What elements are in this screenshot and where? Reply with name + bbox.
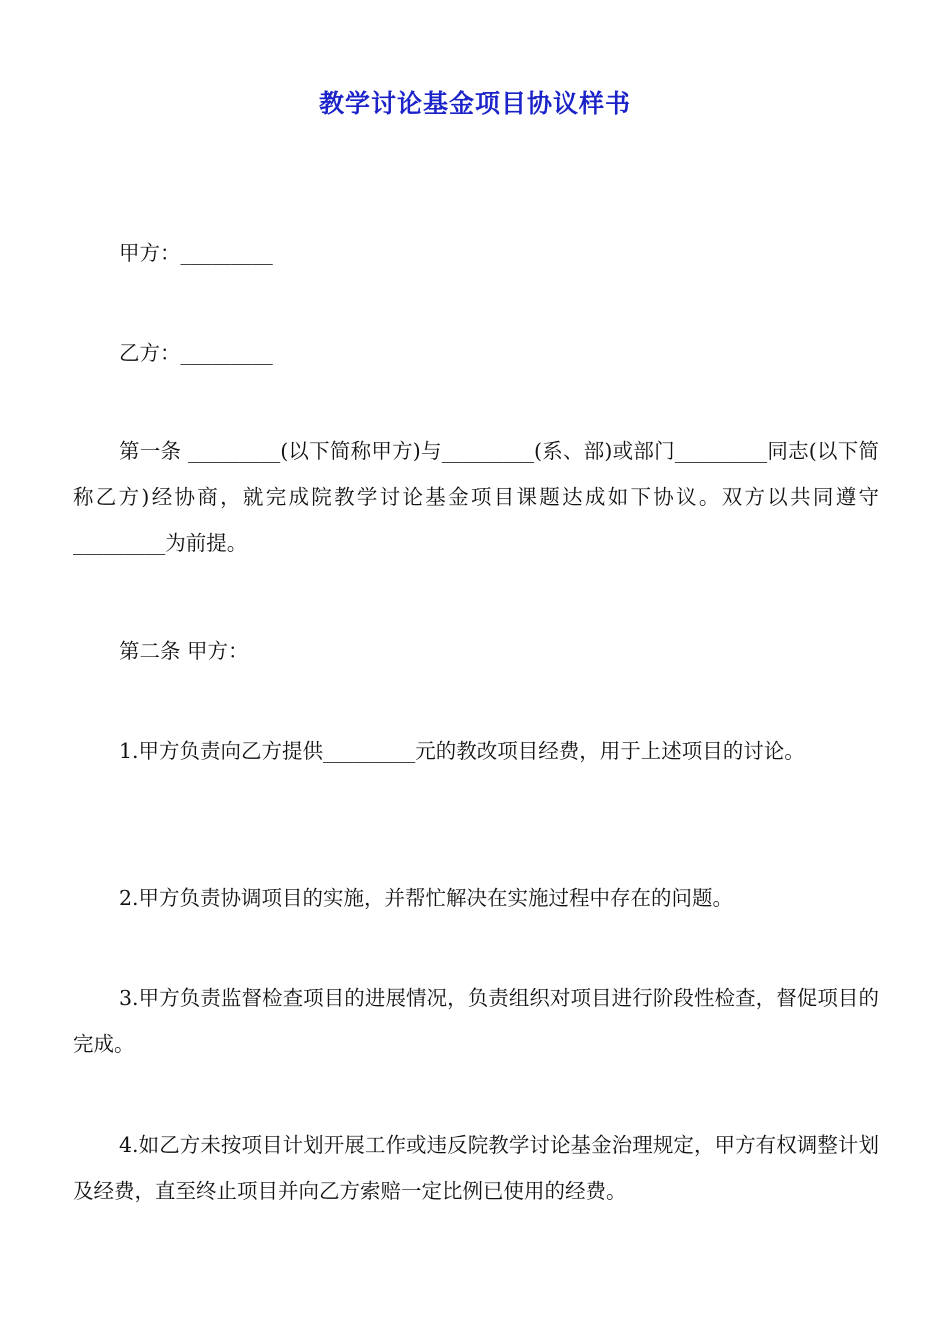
clause-1-paragraph: 1.甲方负责向乙方提供_________元的教改项目经费，用于上述项目的讨论。 <box>119 739 805 763</box>
clause-2-paragraph: 2.甲方负责协调项目的实施，并帮忙解决在实施过程中存在的问题。 <box>119 886 734 910</box>
party-b-line: 乙方：_________ <box>119 341 273 365</box>
document-title: 教学讨论基金项目协议样书 <box>318 89 631 118</box>
clause-4-paragraph: 4.如乙方未按项目计划开展工作或违反院教学讨论基金治理规定，甲方有权调整计划及经费，直至终止项目并向乙方索赔一定比例已使用的经费。 <box>73 1133 879 1203</box>
article-2-heading: 第二条 甲方： <box>119 639 249 663</box>
article-1-paragraph: 第一条 _________(以下简称甲方)与_________(系、部)或部门_________同志(以下简称乙方)经协商，就完成院教学讨论基金项目课题达成如下协议。双方以共同遵守_________为前提。 <box>73 439 879 555</box>
party-a-line: 甲方：_________ <box>119 241 273 265</box>
clause-3-paragraph: 3.甲方负责监督检查项目的进展情况，负责组织对项目进行阶段性检查，督促项目的完成。 <box>73 986 879 1056</box>
